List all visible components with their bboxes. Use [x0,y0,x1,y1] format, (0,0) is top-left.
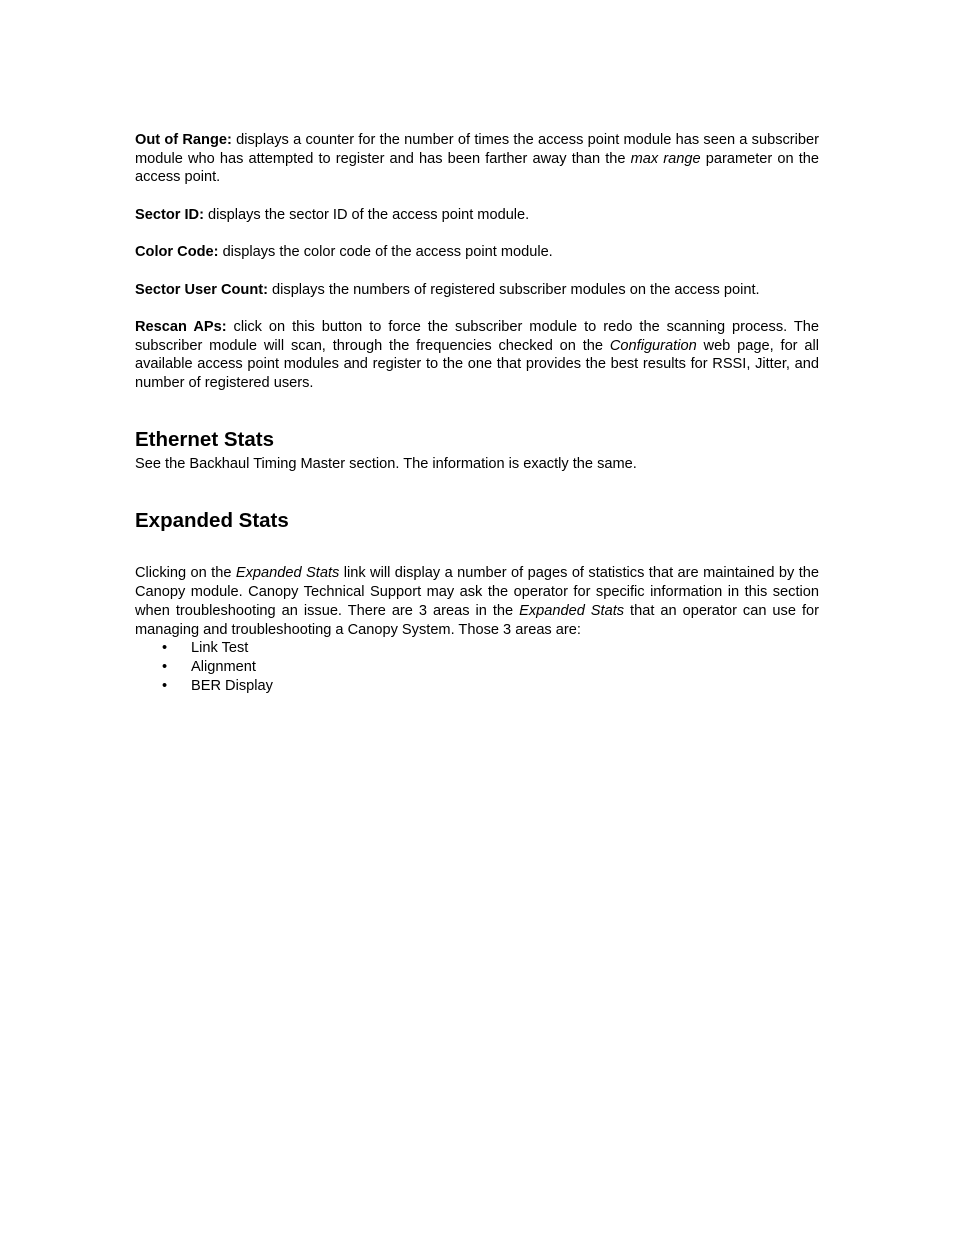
list-item: • Link Test [162,640,249,657]
expanded-stats-list [135,639,819,695]
definition-term: Sector ID: [135,206,204,223]
definition-term: Rescan APs: [135,318,227,335]
ethernet-stats-text: See the Backhaul Timing Master section. The information is exactly the same. [135,455,637,472]
document-page [135,131,819,695]
definition-color-code: Color Code: displays the color code of the access point module. [135,244,553,261]
definition-sector-user-count: Sector User Count: displays the numbers of registered subscriber modules on the access point. [135,281,760,298]
section-heading-expanded-stats: Expanded Stats [135,509,289,533]
definition-term: Sector User Count: [135,281,268,298]
section-heading-ethernet-stats: Ethernet Stats [135,427,274,451]
bullet-icon: • [162,677,168,694]
expanded-stats-text: Clicking on the Expanded Stats link will display a number of pages of statistics that are maintained by the Canopy module. Canopy Technical Support may ask the operator for specific information in this section when troubleshooting an issue. There are 3 areas in the Expanded Stats that an operator can use for managing and troubleshooting a Canopy System. Those 3 areas are: [135,565,820,638]
definition-rescan-aps: Rescan APs: click on this button to force the subscriber module to redo the scanning process. The subscriber module will scan, through the frequencies checked on the Configuration web page, for all available access point modules and register to the one that provides the best results for RSSI, Jitter, and number of registered users. [135,318,820,392]
definition-term: Color Code: [135,244,219,261]
list-item: • BER Display [162,677,273,694]
bullet-icon: • [162,659,168,675]
definition-out-of-range: Out of Range: displays a counter for the number of times the access point module has seen a subscriber module who has attempted to register and has been farther away than the max range parameter on the access point. [135,132,820,186]
definition-sector-id: Sector ID: displays the sector ID of the access point module. [135,206,530,223]
list-item: • Alignment [162,659,256,675]
definition-term: Out of Range: [135,132,232,148]
bullet-icon: • [162,640,168,657]
